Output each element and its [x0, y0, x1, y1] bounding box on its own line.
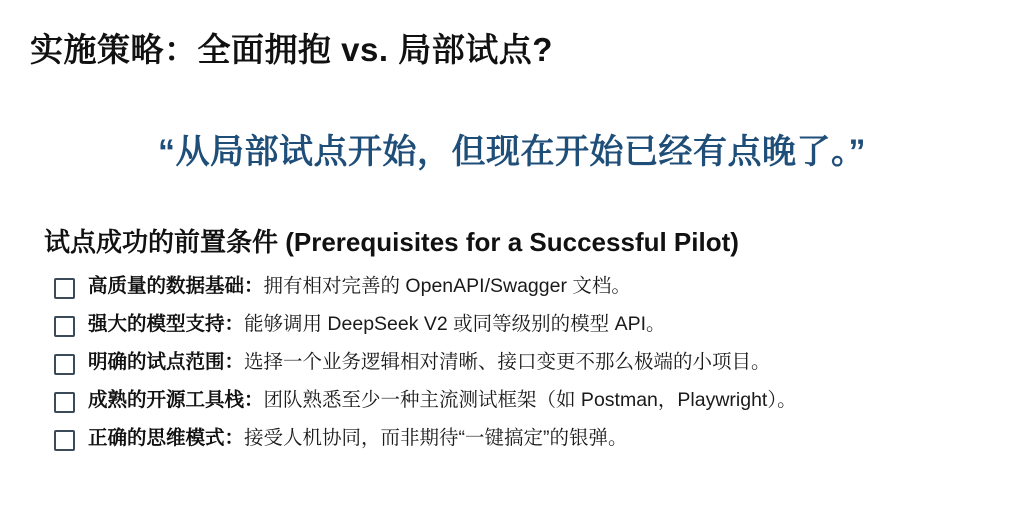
list-item-label: 成熟的开源工具栈：: [88, 389, 264, 411]
list-item-body: 能够调用 DeepSeek V2 或同等级别的模型 API。: [244, 313, 666, 335]
pull-quote: “从局部试点开始，但现在开始已经有点晚了。”: [158, 133, 866, 171]
list-item-body: 接受人机协同，而非期待“一键搞定”的银弹。: [244, 427, 628, 449]
list-item-text: [88, 388, 797, 412]
page-title: 实施策略：全面拥抱 vs. 局部试点?: [30, 31, 553, 68]
list-item: [54, 426, 994, 451]
list-item-body: 选择一个业务逻辑相对清晰、接口变更不那么极端的小项目。: [244, 351, 771, 373]
list-item-body: 团队熟悉至少一种主流测试框架（如 Postman，Playwright）。: [263, 389, 797, 411]
list-item-text: [88, 350, 771, 374]
prerequisites-checklist: [54, 274, 994, 464]
list-item-label: 高质量的数据基础：: [88, 275, 264, 297]
list-item-text: [88, 312, 666, 336]
checkbox-icon[interactable]: [54, 278, 75, 299]
list-item-text: [88, 426, 628, 450]
list-item: [54, 312, 994, 337]
checkbox-icon[interactable]: [54, 392, 75, 413]
list-item: [54, 350, 994, 375]
checkbox-icon[interactable]: [54, 316, 75, 337]
section-heading: 试点成功的前置条件 (Prerequisites for a Successful Pilot): [44, 227, 739, 257]
list-item: [54, 274, 994, 299]
list-item-text: [88, 274, 631, 298]
list-item: [54, 388, 994, 413]
list-item-label: 明确的试点范围：: [88, 351, 245, 373]
checkbox-icon[interactable]: [54, 430, 75, 451]
list-item-body: 拥有相对完善的 OpenAPI/Swagger 文档。: [263, 275, 631, 297]
list-item-label: 正确的思维模式：: [88, 427, 245, 449]
list-item-label: 强大的模型支持：: [88, 313, 245, 335]
checkbox-icon[interactable]: [54, 354, 75, 375]
